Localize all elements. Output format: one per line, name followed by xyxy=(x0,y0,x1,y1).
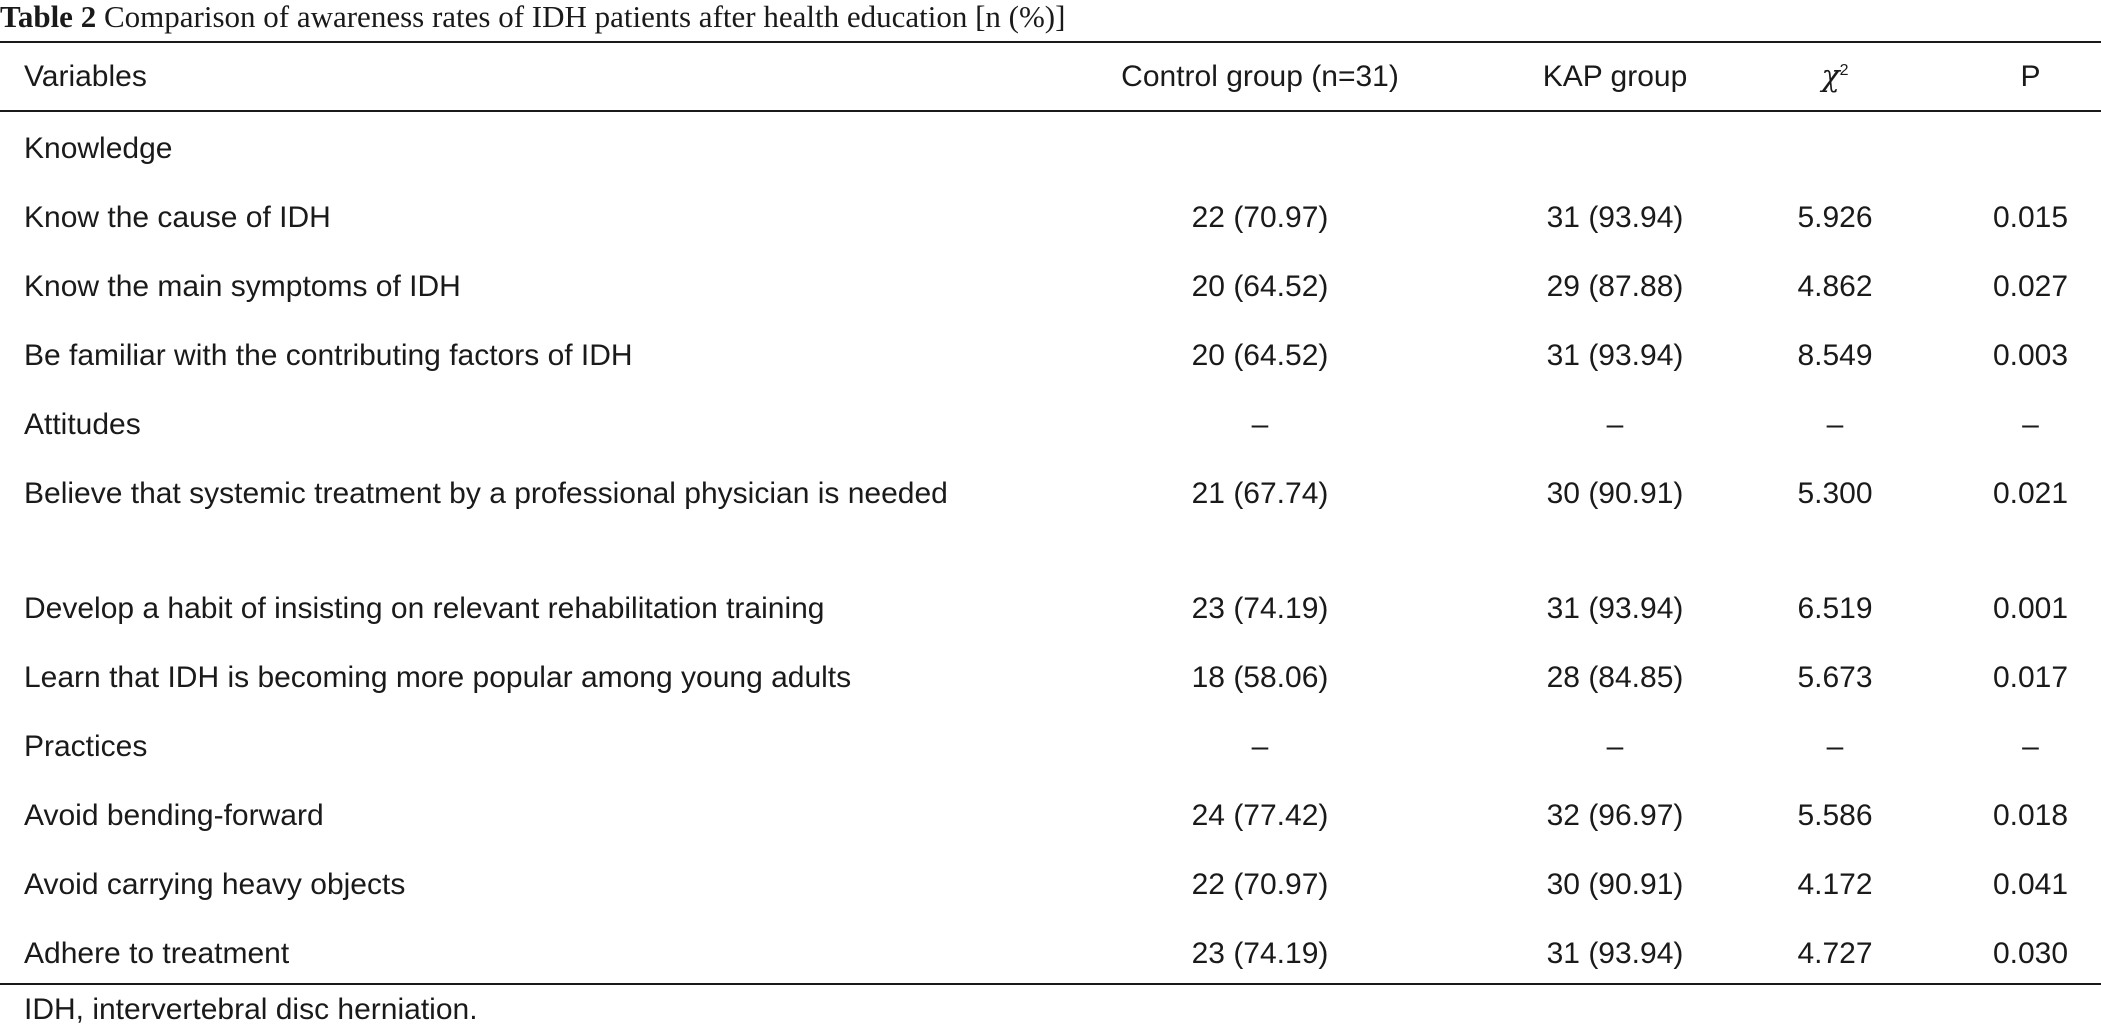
cell-kap-group: 31 (93.94) xyxy=(1546,937,1684,970)
cell-variable: Practices xyxy=(24,730,148,763)
chi-superscript: 2 xyxy=(1839,62,1849,79)
cell-control-group: 20 (64.52) xyxy=(1191,270,1329,303)
cell-kap-group: 29 (87.88) xyxy=(1546,270,1684,303)
cell-p-value: 0.017 xyxy=(1992,661,2069,694)
cell-p-value: 0.041 xyxy=(1992,868,2069,901)
cell-p-value: 0.001 xyxy=(1992,592,2069,625)
cell-p-value: 0.015 xyxy=(1992,201,2069,234)
cell-control-group: 21 (67.74) xyxy=(1191,477,1329,510)
table-row xyxy=(0,777,2101,846)
table-row xyxy=(0,639,2101,708)
header-row xyxy=(0,43,2101,110)
cell-p-value: 0.030 xyxy=(1992,937,2069,970)
header-chi-square xyxy=(1710,43,1960,110)
table-row xyxy=(0,915,2101,984)
cell-control-group xyxy=(1000,110,1520,179)
cell-kap-group: 30 (90.91) xyxy=(1546,868,1684,901)
chi-symbol: χ xyxy=(1821,59,1840,94)
table-row xyxy=(0,386,2101,455)
cell-p-value: 0.027 xyxy=(1992,270,2069,303)
cell-chi-square: 5.673 xyxy=(1797,661,1873,694)
table-row xyxy=(0,317,2101,386)
table-footnote: IDH, intervertebral disc herniation. xyxy=(24,993,478,1026)
cell-chi-square: 4.862 xyxy=(1797,270,1873,303)
header-kap-group: KAP group xyxy=(1542,60,1688,93)
cell-variable: Avoid bending-forward xyxy=(24,799,324,832)
cell-chi-square: – xyxy=(1826,730,1844,763)
cell-kap-group: 31 (93.94) xyxy=(1546,592,1684,625)
cell-variable: Develop a habit of insisting on relevant rehabilitation training xyxy=(24,592,825,625)
cell-kap-group: 31 (93.94) xyxy=(1546,339,1684,372)
cell-p-value: – xyxy=(2022,408,2039,441)
table-row xyxy=(0,846,2101,915)
cell-kap-group: 30 (90.91) xyxy=(1546,477,1684,510)
cell-control-group: 24 (77.42) xyxy=(1191,799,1329,832)
cell-variable: Knowledge xyxy=(24,132,173,165)
cell-variable: Know the main symptoms of IDH xyxy=(24,270,461,303)
cell-chi-square: 8.549 xyxy=(1797,339,1873,372)
cell-p-value: 0.018 xyxy=(1992,799,2069,832)
cell-variable: Believe that systemic treatment by a professional physician is needed xyxy=(24,477,948,510)
table-row xyxy=(0,248,2101,317)
cell-control-group: 23 (74.19) xyxy=(1191,592,1329,625)
cell-chi-square: 4.172 xyxy=(1797,868,1873,901)
cell-chi-square: 4.727 xyxy=(1797,937,1873,970)
cell-p-value xyxy=(1960,110,2101,179)
cell-chi-square: – xyxy=(1826,408,1844,441)
cell-variable: Know the cause of IDH xyxy=(24,201,331,234)
table-row xyxy=(0,708,2101,777)
cell-p-value: – xyxy=(2022,730,2039,763)
cell-variable: Attitudes xyxy=(24,408,141,441)
cell-chi-square: 6.519 xyxy=(1797,592,1873,625)
table-label: Table 2 xyxy=(0,0,97,34)
cell-chi-square xyxy=(1710,110,1960,179)
cell-kap-group: – xyxy=(1606,730,1624,763)
cell-kap-group: – xyxy=(1606,408,1624,441)
cell-control-group: – xyxy=(1251,408,1269,441)
table-title: Comparison of awareness rates of IDH patients after health education [n (%)] xyxy=(103,0,1066,34)
cell-control-group: 23 (74.19) xyxy=(1191,937,1329,970)
header-variables: Variables xyxy=(24,60,147,93)
table-body xyxy=(0,110,2101,984)
table-row xyxy=(0,110,2101,179)
cell-control-group: 22 (70.97) xyxy=(1191,868,1329,901)
cell-variable: Adhere to treatment xyxy=(24,937,290,970)
cell-variable: Avoid carrying heavy objects xyxy=(24,868,406,901)
table-row xyxy=(0,455,2101,570)
header-control-group: Control group (n=31) xyxy=(1121,60,1399,93)
cell-chi-square: 5.926 xyxy=(1797,201,1873,234)
cell-variable: Learn that IDH is becoming more popular among young adults xyxy=(24,661,852,694)
header-p-value: P xyxy=(2020,60,2041,93)
cell-chi-square: 5.586 xyxy=(1797,799,1873,832)
cell-kap-group xyxy=(1520,110,1710,179)
comparison-table xyxy=(0,43,2101,984)
cell-control-group: 20 (64.52) xyxy=(1191,339,1329,372)
table-caption xyxy=(0,0,1065,42)
cell-control-group: 22 (70.97) xyxy=(1191,201,1329,234)
cell-control-group: – xyxy=(1251,730,1269,763)
cell-p-value: 0.003 xyxy=(1992,339,2069,372)
cell-p-value: 0.021 xyxy=(1992,477,2069,510)
table-row xyxy=(0,570,2101,639)
cell-kap-group: 32 (96.97) xyxy=(1546,799,1684,832)
table-row xyxy=(0,179,2101,248)
cell-kap-group: 28 (84.85) xyxy=(1546,661,1684,694)
cell-kap-group: 31 (93.94) xyxy=(1546,201,1684,234)
cell-chi-square: 5.300 xyxy=(1797,477,1873,510)
cell-control-group: 18 (58.06) xyxy=(1191,661,1329,694)
cell-variable: Be familiar with the contributing factors of IDH xyxy=(24,339,633,372)
